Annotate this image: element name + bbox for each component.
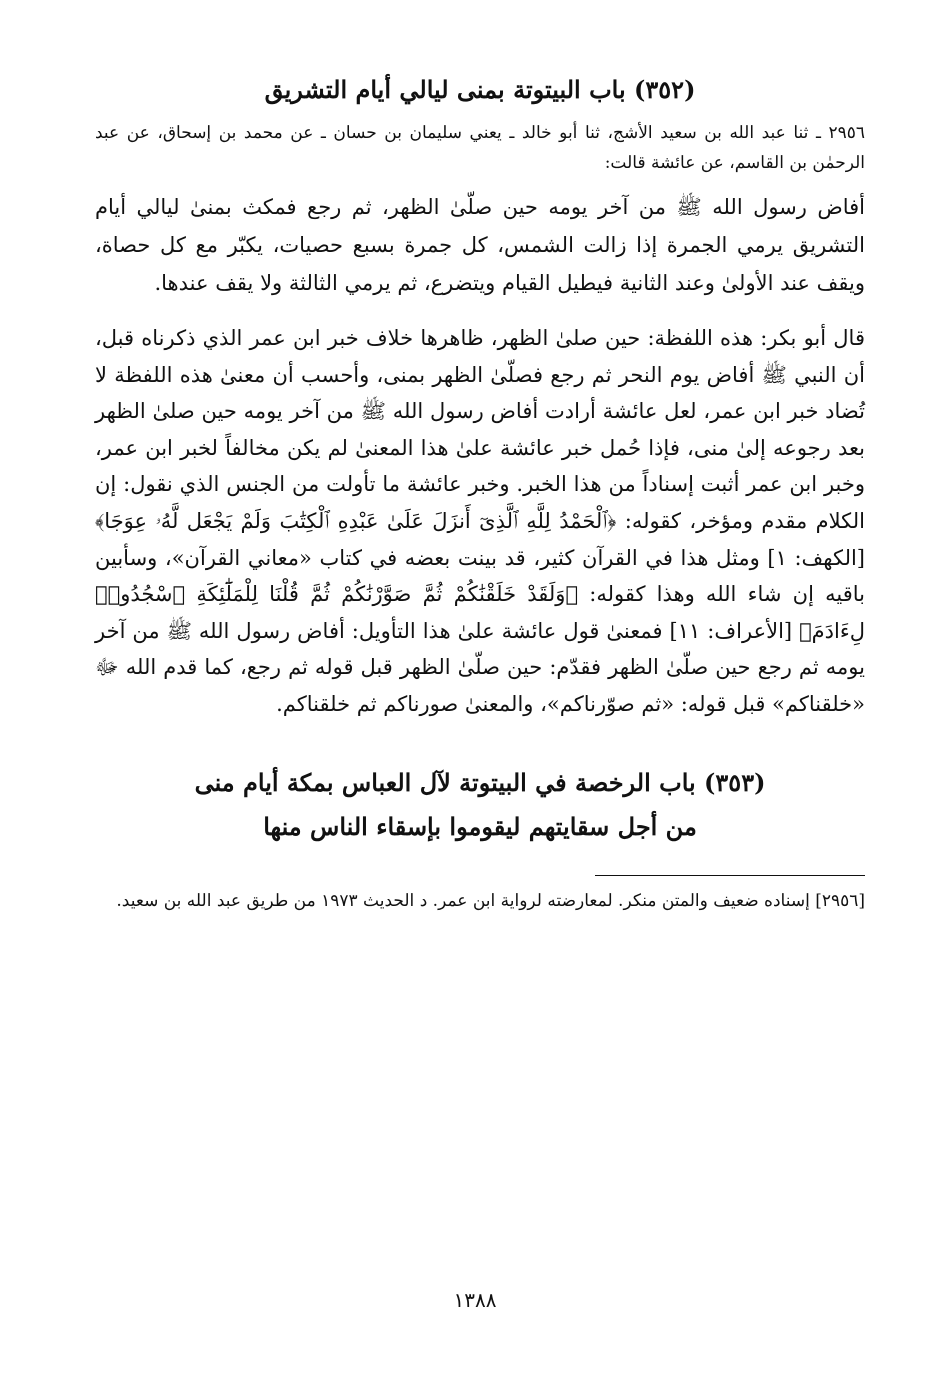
chapter-heading-353-line-1: (٣٥٣) باب الرخصة في البيتوتة لآل العباس بمكة أيام منى (194, 767, 766, 797)
hadith-matn: أفاض رسول الله ﷺ من آخر يومه حين صلّىٰ الظهر، ثم رجع فمكث بمنىٰ ليالي أيام التشريق يرمي الجمرة إذا زالت الشمس، كل جمرة بسبع حصيات، يكبّر مع كل حصاة، ويقف عند الأولىٰ وعند الثانية فيطيل القيام ويتضرع، ثم يرمي الثالثة ولا يقف عندها. (95, 195, 865, 295)
page-number: ١٣٨٨ (453, 1288, 497, 1312)
footnote-divider (595, 875, 865, 876)
author-commentary: قال أبو بكر: هذه اللفظة: حين صلىٰ الظهر، ظاهرها خلاف خبر ابن عمر الذي ذكرناه قبل، أن النبي ﷺ أفاض يوم النحر ثم رجع فصلّىٰ الظهر بمنى، وأحسب أن معنىٰ هذه اللفظة لا تُضاد خبر ابن عمر، لعل عائشة أرادت أفاض رسول الله ﷺ من آخر يومه حين صلىٰ الظهر بعد رجوعه إلىٰ منى، فإذا حُمل خبر عائشة علىٰ هذا المعنىٰ لم يكن مخالفاً لخبر ابن عمر، وخبر ابن عمر أثبت إسناداً من هذا الخبر. وخبر عائشة ما تأولت من الجنس الذي نقول: إن الكلام مقدم ومؤخر، كقوله: ﴿ٱلْحَمْدُ لِلَّهِ ٱلَّذِىٓ أَنزَلَ عَلَىٰ عَبْدِهِ ٱلْكِتَٰبَ وَلَمْ يَجْعَل لَّهُۥ عِوَجَا﴾ [الكهف: ١] ومثل هذا في القرآن كثير، قد بينت بعضه في كتاب «معاني القرآن»، وسأبين باقيه إن شاء الله وهذا كقوله: ﴿وَلَقَدْ خَلَقْنَٰكُمْ ثُمَّ صَوَّرْنَٰكُمْ ثُمَّ قُلْنَا لِلْمَلَٰٓئِكَةِ ٱسْجُدُوا۟ لِءَادَمَ﴾ [الأعراف: ١١] فمعنىٰ قول عائشة علىٰ هذا التأويل: أفاض رسول الله ﷺ من آخر يومه ثم رجع حين صلّىٰ الظهر فقدّم: حين صلّىٰ الظهر قبل قوله ثم رجع، كما قدم الله ﷻ «خلقناكم» قبل قوله: «ثم صوّرناكم»، والمعنىٰ صورناكم ثم خلقناكم. (95, 326, 865, 716)
book-page (95, 70, 865, 916)
chapter-heading-353 (95, 761, 865, 849)
hadith-isnad: ٢٩٥٦ ـ ثنا عبد الله بن سعيد الأشج، ثنا أبو خالد ـ يعني سليمان بن حسان ـ عن محمد بن إسحاق، عن عبد الرحمٰن بن القاسم، عن عائشة قالت: (95, 123, 865, 173)
chapter-heading-352: (٣٥٢) باب البيتوتة بمنى ليالي أيام التشريق (264, 75, 696, 104)
chapter-heading-353-line-2: من أجل سقايتهم ليقوموا بإسقاء الناس منها (263, 811, 697, 841)
footnote: [٢٩٥٦] إسناده ضعيف والمتن منكر. لمعارضته لرواية ابن عمر. د الحديث ١٩٧٣ من طريق عبد الله بن سعيد. (116, 890, 865, 911)
